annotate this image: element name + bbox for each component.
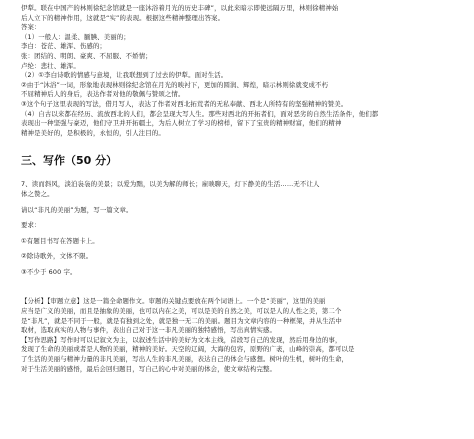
prompt-line: 请以“非凡的美丽”为题，写一篇文章。 (21, 205, 133, 214)
prompt-line: 要求： (21, 221, 41, 230)
analysis-line: 发现了生命的美丽或者是人物的美丽，精神的美好。天空的辽阔，大海的包容，原野的广袤，山峰的崇高，都可以是 (21, 345, 355, 354)
text-line: 后人立下的精神作用，这就是“实”的表现。根据这些精神整理出答案。 (21, 13, 225, 22)
analysis-line: 【写作思路】写作时可以记叙文为主，以叙述生活中的美好为文本主线，首段写自己的发现，然后用身边的事， (21, 335, 342, 344)
text-line: ③这个句子这里表现的写法，借月写人，表达了作者对西北拓荒者的无私奉献、西北人所特有的坚强精神的赞美。 (21, 99, 348, 108)
answer-block (21, 4, 458, 138)
text-line: 张：团结的、明朗、豪爽、不屈服、不娇情； (21, 51, 152, 60)
text-line: 卢纶：悲壮、雄浑。 (21, 61, 80, 70)
text-line: 精神是美好的，是积极的，永恒的，引人注目的。 (21, 128, 165, 137)
analysis-line: 对于生活美丽的感悟，最后会回归题目，写自己的心中对美丽的体会，使文章结构完整。 (21, 364, 277, 373)
prompt-line: ②除诗歌外，文体不限。 (21, 252, 93, 261)
prompt-line: 体之赞之。 (21, 189, 54, 198)
analysis-line: 是“非凡”，就是不同于一般，就是有独到之处，就是独一无二的美丽。题目为文章内容的一种框架，并从生活中 (21, 316, 342, 325)
prompt-line: ③不少于 600 字。 (21, 267, 77, 276)
prompt-block (21, 180, 458, 277)
text-line: 表现出一种坚强与豪迈，他们守卫并开拓疆土，为后人树立了学习的榜样，留下了宝贵的精神财富，他们的精神 (21, 119, 342, 128)
prompt-line: ①有题目书写在答题卡上。 (21, 236, 99, 245)
analysis-block (21, 297, 458, 374)
text-line: ②由于“沐浴”一词，形象地表现林则徐纪念馆在月光的映衬下，更加的圆润、辉煌，暗示林则徐就变成不朽 (21, 80, 329, 89)
analysis-line: 应当是广义的美丽，而且是抽象的美丽，也可以内在之美，可以是美的自然之美，可以是人的人性之美，第二个 (21, 307, 342, 316)
text-line: 答案： (21, 23, 41, 32)
section-title: 三、写作（50 分） (21, 154, 118, 168)
text-line: 伊犁。联在中国产的林则徐纪念馆就是一座沐浴着月光的历史丰碑”，以此来暗示即使远隔万里，林则徐精神始 (21, 4, 339, 12)
text-line: （4）自古以来都在经历、流放西北的人们，都会呈现大写人生。那些对西北的开拓者们，面对恶劣的自然生活条件，他们都 (21, 109, 379, 118)
text-line: 不屈精神后人的身后，表达作者对他的敬佩与赞颂之情。 (21, 90, 185, 99)
text-line: （1）一般人：温柔、腼腆、美丽的； (21, 32, 130, 41)
analysis-line: 了生活的美丽与精神力量的非凡美丽，写出人生的非凡美丽，表达自己的体会与感想。树叶的生机，树叶的生命， (21, 355, 349, 364)
analysis-line: 取材，选取真实的人物与事件，表出自己对于这一非凡美丽的独特感悟，写出真情实感。 (21, 326, 277, 335)
prompt-line: 7、读而斜风，淡泊袅袅的美景；以爱为黜，以美为解的师长；雇映聊天，灯下静美的生活……无不让人 (21, 180, 320, 189)
text-line: （2）①李白诗歌的情感与意境，让我联想到了过去的伊犁。面对生活。 (21, 71, 228, 80)
analysis-line: 【分析】【审题立意】这是一篇全命题作文。审题的关键点要放在两个词语上。一个是“美丽”，这里的美丽 (21, 297, 326, 306)
text-line: 李白：苍茫、雄浑、伤感的； (21, 42, 107, 51)
